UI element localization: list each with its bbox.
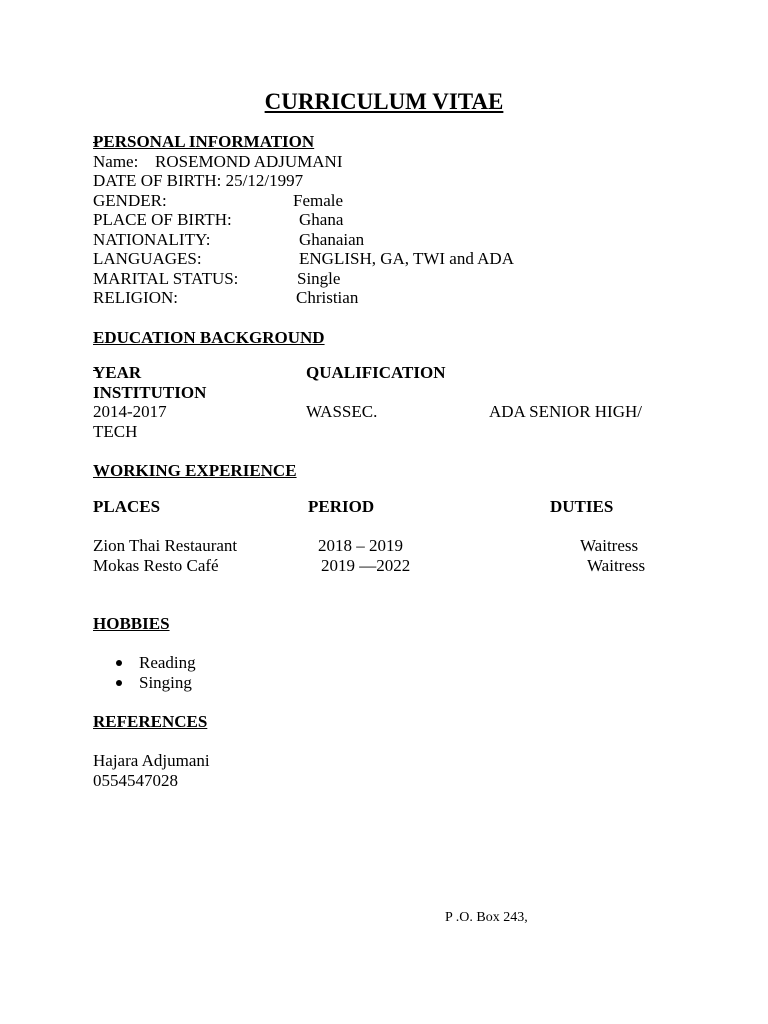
nationality-label: NATIONALITY: — [93, 230, 211, 249]
nationality-value: Ghanaian — [299, 230, 365, 249]
languages-value: ENGLISH, GA, TWI and ADA — [299, 249, 514, 268]
work-duty: Waitress — [580, 536, 639, 555]
edu-institution-line2: TECH — [93, 422, 138, 441]
reference-name: Hajara Adjumani — [93, 751, 210, 770]
gender-label: GENDER: — [93, 191, 167, 210]
personal-info-heading: PERSONAL INFORMATION — [93, 132, 315, 151]
pob-label: PLACE OF BIRTH: — [93, 210, 232, 229]
address-line: P .O. Box 243, — [445, 910, 528, 925]
hobby-item: Singing — [139, 673, 192, 692]
col-period-header: PERIOD — [308, 497, 375, 516]
col-places-header: PLACES — [93, 497, 161, 516]
religion-label: RELIGION: — [93, 288, 178, 307]
edu-institution-line1: ADA SENIOR HIGH/ — [489, 402, 642, 421]
dob-line: DATE OF BIRTH: 25/12/1997 — [93, 171, 304, 190]
edu-year: 2014-2017 — [93, 402, 167, 421]
bullet-icon — [116, 660, 122, 666]
name-value: ROSEMOND ADJUMANI — [155, 152, 343, 171]
work-duty: Waitress — [587, 556, 646, 575]
document-title: CURRICULUM VITAE — [264, 89, 504, 114]
religion-value: Christian — [296, 288, 359, 307]
name-label: Name: — [93, 152, 139, 171]
work-place: Zion Thai Restaurant — [93, 536, 238, 555]
col-institution-header: INSTITUTION — [93, 383, 207, 402]
marital-value: Single — [297, 269, 341, 288]
languages-label: LANGUAGES: — [93, 249, 202, 268]
col-duties-header: DUTIES — [550, 497, 614, 516]
work-period: 2019 —2022 — [321, 556, 411, 575]
hobby-item: Reading — [139, 653, 196, 672]
references-heading: REFERENCES — [93, 712, 208, 731]
marital-label: MARITAL STATUS: — [93, 269, 239, 288]
col-year-header: YEAR — [93, 363, 142, 382]
col-qualification-header: QUALIFICATION — [306, 363, 446, 382]
hobbies-heading: HOBBIES — [93, 614, 170, 633]
gender-value: Female — [293, 191, 344, 210]
work-heading: WORKING EXPERIENCE — [93, 461, 297, 480]
work-period: 2018 – 2019 — [318, 536, 403, 555]
edu-qualification: WASSEC. — [306, 402, 378, 421]
work-place: Mokas Resto Café — [93, 556, 219, 575]
bullet-icon — [116, 680, 122, 686]
reference-phone: 0554547028 — [93, 771, 178, 790]
education-heading: EDUCATION BACKGROUND — [93, 328, 325, 347]
pob-value: Ghana — [299, 210, 344, 229]
